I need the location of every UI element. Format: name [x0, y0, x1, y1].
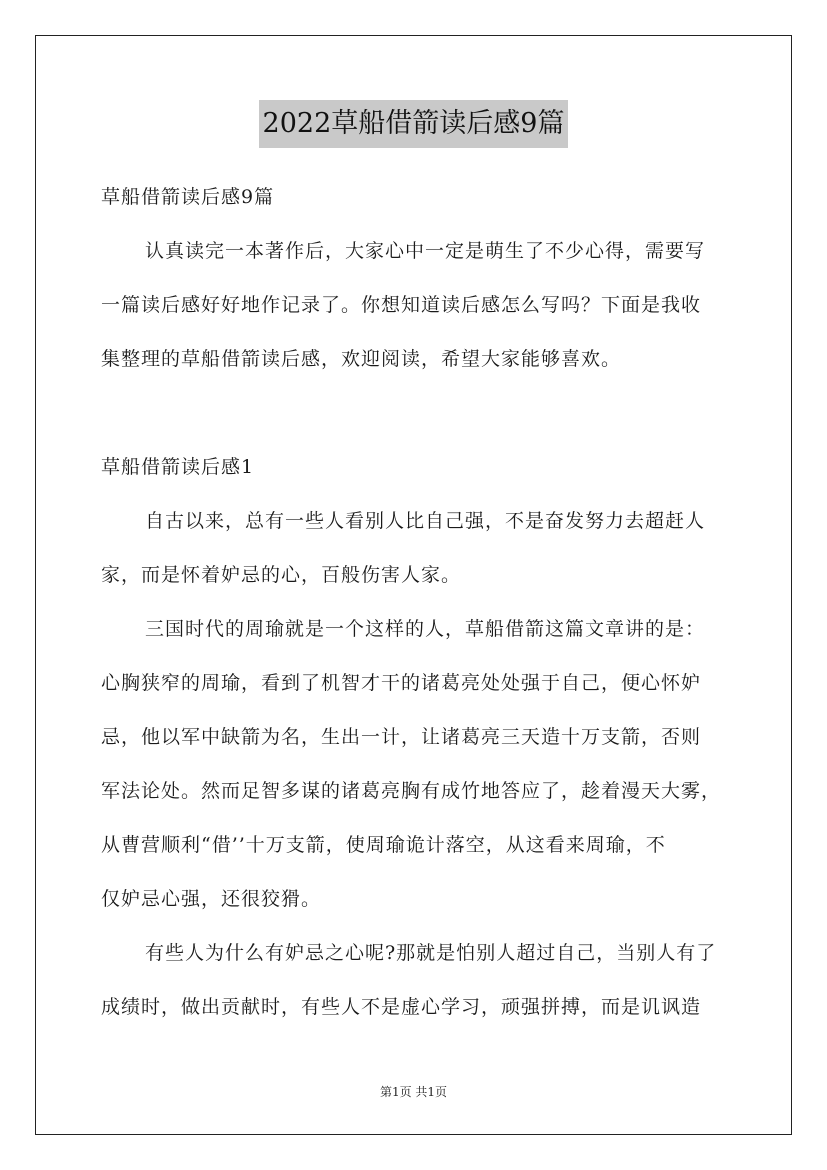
- intro-line-1: 认真读完一本著作后，大家心中一定是萌生了不少心得，需要写: [145, 240, 706, 262]
- body-line-7: 从曹营顺利“借’’十万支箭，使周瑜诡计落空，从这看来周瑜，不: [101, 834, 666, 856]
- intro-line-2: 一篇读后感好好地作记录了。你想知道读后感怎么写吗？下面是我收: [101, 294, 702, 316]
- body-line-4: 心胸狭窄的周瑜，看到了机智才干的诸葛亮处处强于自己，便心怀妒: [101, 672, 702, 694]
- body-line-3: 三国时代的周瑜就是一个这样的人，草船借箭这篇文章讲的是：: [145, 618, 706, 640]
- body-line-2: 家，而是怀着妒忌的心，百般伤害人家。: [101, 564, 462, 586]
- body-line-9: 有些人为什么有妒忌之心呢?那就是怕别人超过自己，当别人有了: [145, 942, 717, 964]
- page-footer: 第1页 共1页: [379, 1085, 448, 1099]
- intro-line-3: 集整理的草船借箭读后感，欢迎阅读，希望大家能够喜欢。: [101, 348, 622, 370]
- document-title: [0, 100, 827, 148]
- body-line-1: 自古以来，总有一些人看别人比自己强，不是奋发努力去超赶人: [145, 510, 706, 532]
- document-body: [101, 170, 727, 1034]
- body-line-6: 军法论处。然而足智多谋的诸葛亮胸有成竹地答应了，趁着漫天大雾，: [101, 780, 722, 802]
- document-title-text: 2022草船借箭读后感9篇: [259, 100, 569, 148]
- body-line-10: 成绩时，做出贡献时，有些人不是虚心学习，顽强拼搏，而是讥讽造: [101, 996, 702, 1018]
- body-line-5: 忌，他以军中缺箭为名，生出一计，让诸葛亮三天造十万支箭，否则: [101, 726, 702, 748]
- subtitle-line: 草船借箭读后感9篇: [101, 186, 275, 208]
- paragraph-gap: [101, 386, 727, 440]
- body-line-8: 仅妒忌心强，还很狡猾。: [101, 888, 322, 910]
- section-heading-1: 草船借箭读后感1: [101, 456, 255, 478]
